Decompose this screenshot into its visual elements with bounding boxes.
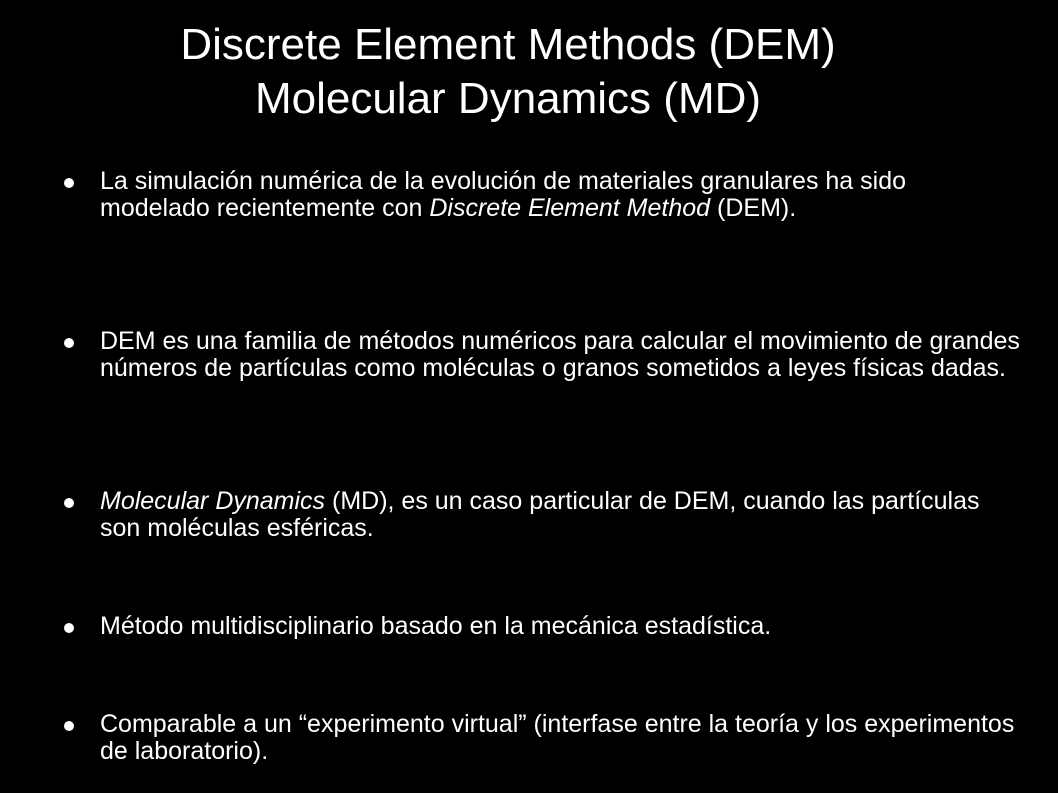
- bullet-text-2: DEM es una familia de métodos numéricos para calcular el movimiento de grandes números de partículas como moléculas o granos sometidos a leyes físicas dadas.: [100, 327, 1020, 382]
- bullet-dot-icon: [64, 338, 74, 348]
- bullet-text-5: Comparable a un “experimento virtual” (interfase entre la teoría y los experimentos de laboratorio).: [100, 710, 1015, 765]
- slide-title: [0, 18, 1016, 126]
- bullet-1-italic-term: Discrete Element Method: [429, 194, 711, 222]
- bullet-text-3: [100, 488, 1020, 542]
- bullet-text-1: [100, 168, 1020, 222]
- bullet-dot-icon: [64, 721, 74, 731]
- bullet-3-text-end: (MD), es un caso particular de DEM, cuando las partículas son moléculas esféricas.: [100, 487, 980, 542]
- bullet-dot-icon: [64, 498, 74, 508]
- bullet-1-text-end: (DEM).: [710, 194, 797, 222]
- bullet-1-text-start: La simulación numérica de la evolución de materiales granulares ha sido modelado recientemente con: [100, 167, 907, 222]
- bullet-dot-icon: [64, 178, 74, 188]
- bullet-dot-icon: [64, 623, 74, 633]
- bullet-text-4: Método multidisciplinario basado en la mecánica estadística.: [100, 612, 772, 640]
- bullet-3-italic-term: Molecular Dynamics: [100, 487, 326, 515]
- title-line-1: Discrete Element Methods (DEM): [180, 20, 836, 69]
- title-line-2: Molecular Dynamics (MD): [254, 74, 762, 123]
